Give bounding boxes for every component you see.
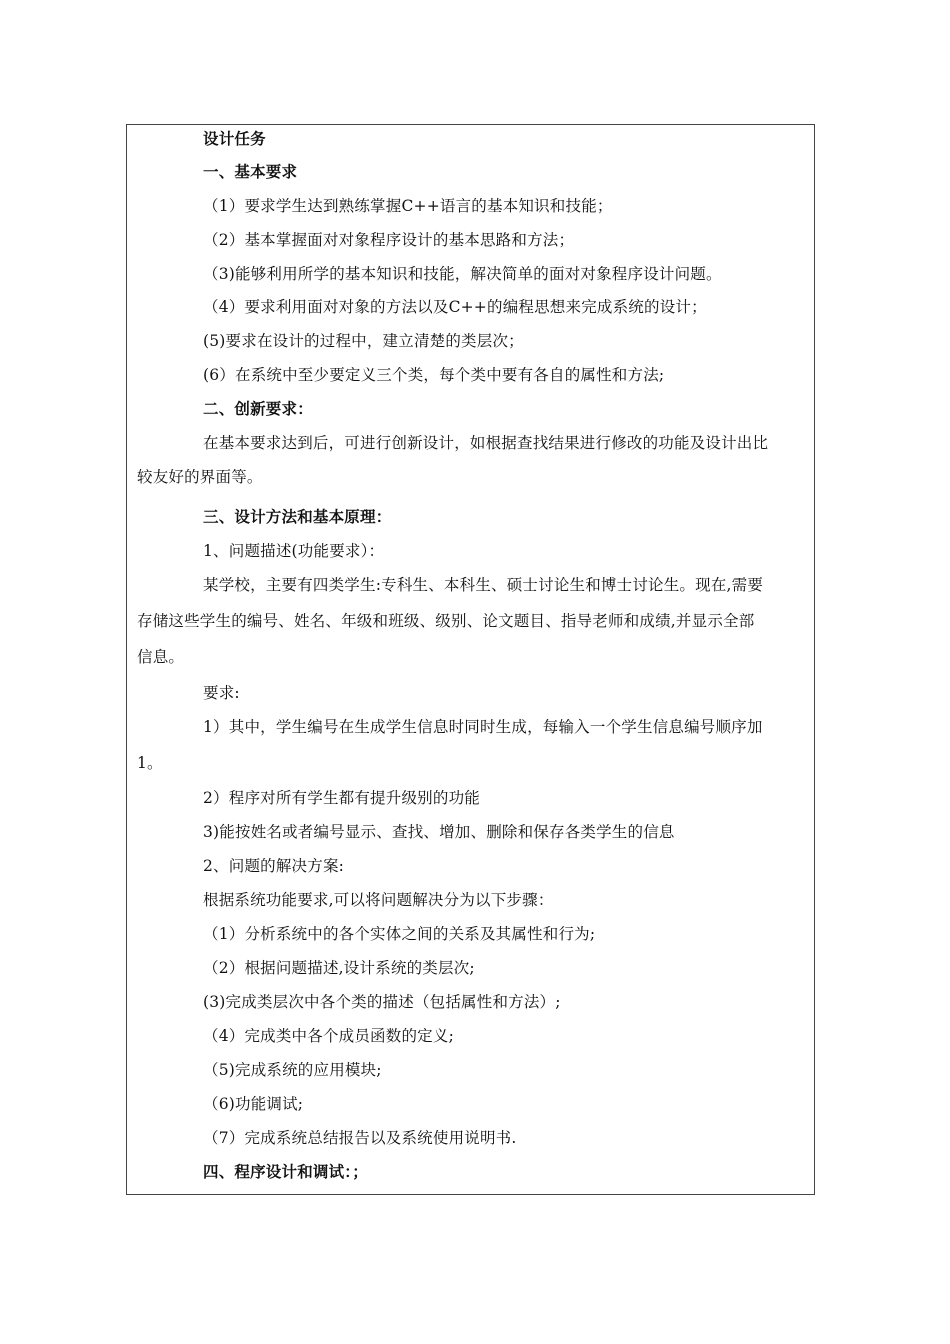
requirement-item: （4）要求利用面对对象的方法以及C++的编程思想来完成系统的设计； — [203, 298, 707, 316]
paragraph-line: 根据系统功能要求,可以将问题解决分为以下步骤： — [203, 891, 554, 909]
step-item: （4）完成类中各个成员函数的定义; — [203, 1027, 454, 1045]
step-item: （2）根据问题描述,设计系统的类层次; — [203, 959, 475, 977]
task-table-cell — [126, 124, 815, 1195]
paragraph-line: 信息。 — [137, 648, 185, 666]
subheading-solution: 2、问题的解决方案: — [203, 857, 345, 875]
requirement-item: (5)要求在设计的过程中，建立清楚的类层次； — [203, 332, 524, 350]
requirements-label: 要求: — [203, 684, 240, 702]
list-item: 2）程序对所有学生都有提升级别的功能 — [203, 789, 480, 807]
paragraph-line: 1）其中，学生编号在生成学生信息时同时生成，每输入一个学生信息编号顺序加 — [203, 718, 763, 736]
paragraph-line: 存储这些学生的编号、姓名、年级和班级、级别、论文题目、指导老师和成绩,并显示全部 — [137, 612, 755, 630]
paragraph-line: 1。 — [137, 754, 163, 772]
step-item: （6)功能调试; — [203, 1095, 304, 1113]
heading-innovation: 二、创新要求： — [203, 399, 313, 418]
step-item: （5)完成系统的应用模块; — [203, 1061, 382, 1079]
subheading-problem: 1、问题描述(功能要求）： — [203, 542, 385, 560]
step-item: （7）完成系统总结报告以及系统使用说明书. — [203, 1129, 517, 1147]
step-item: （1）分析系统中的各个实体之间的关系及其属性和行为; — [203, 925, 596, 943]
heading-basic-requirements: 一、基本要求 — [203, 162, 298, 181]
section-title: 设计任务 — [203, 129, 266, 148]
requirement-item: (6）在系统中至少要定义三个类，每个类中要有各自的属性和方法; — [203, 366, 665, 384]
step-item: (3)完成类层次中各个类的描述（包括属性和方法）; — [203, 993, 561, 1011]
list-item: 3)能按姓名或者编号显示、查找、增加、删除和保存各类学生的信息 — [203, 823, 675, 841]
paragraph-line: 较友好的界面等。 — [137, 468, 263, 486]
paragraph-line: 在基本要求达到后，可进行创新设计，如根据查找结果进行修改的功能及设计出比 — [203, 434, 769, 452]
paragraph-line: 某学校，主要有四类学生:专科生、本科生、硕士讨论生和博士讨论生。现在,需要 — [203, 576, 764, 594]
requirement-item: （3)能够利用所学的基本知识和技能，解决简单的面对对象程序设计问题。 — [203, 265, 722, 283]
requirement-item: （1）要求学生达到熟练掌握C++语言的基本知识和技能； — [203, 197, 613, 215]
requirement-item: （2）基本掌握面对对象程序设计的基本思路和方法； — [203, 231, 575, 249]
heading-design-method: 三、设计方法和基本原理： — [203, 507, 392, 526]
heading-program-design: 四、程序设计和调试：； — [203, 1162, 368, 1181]
